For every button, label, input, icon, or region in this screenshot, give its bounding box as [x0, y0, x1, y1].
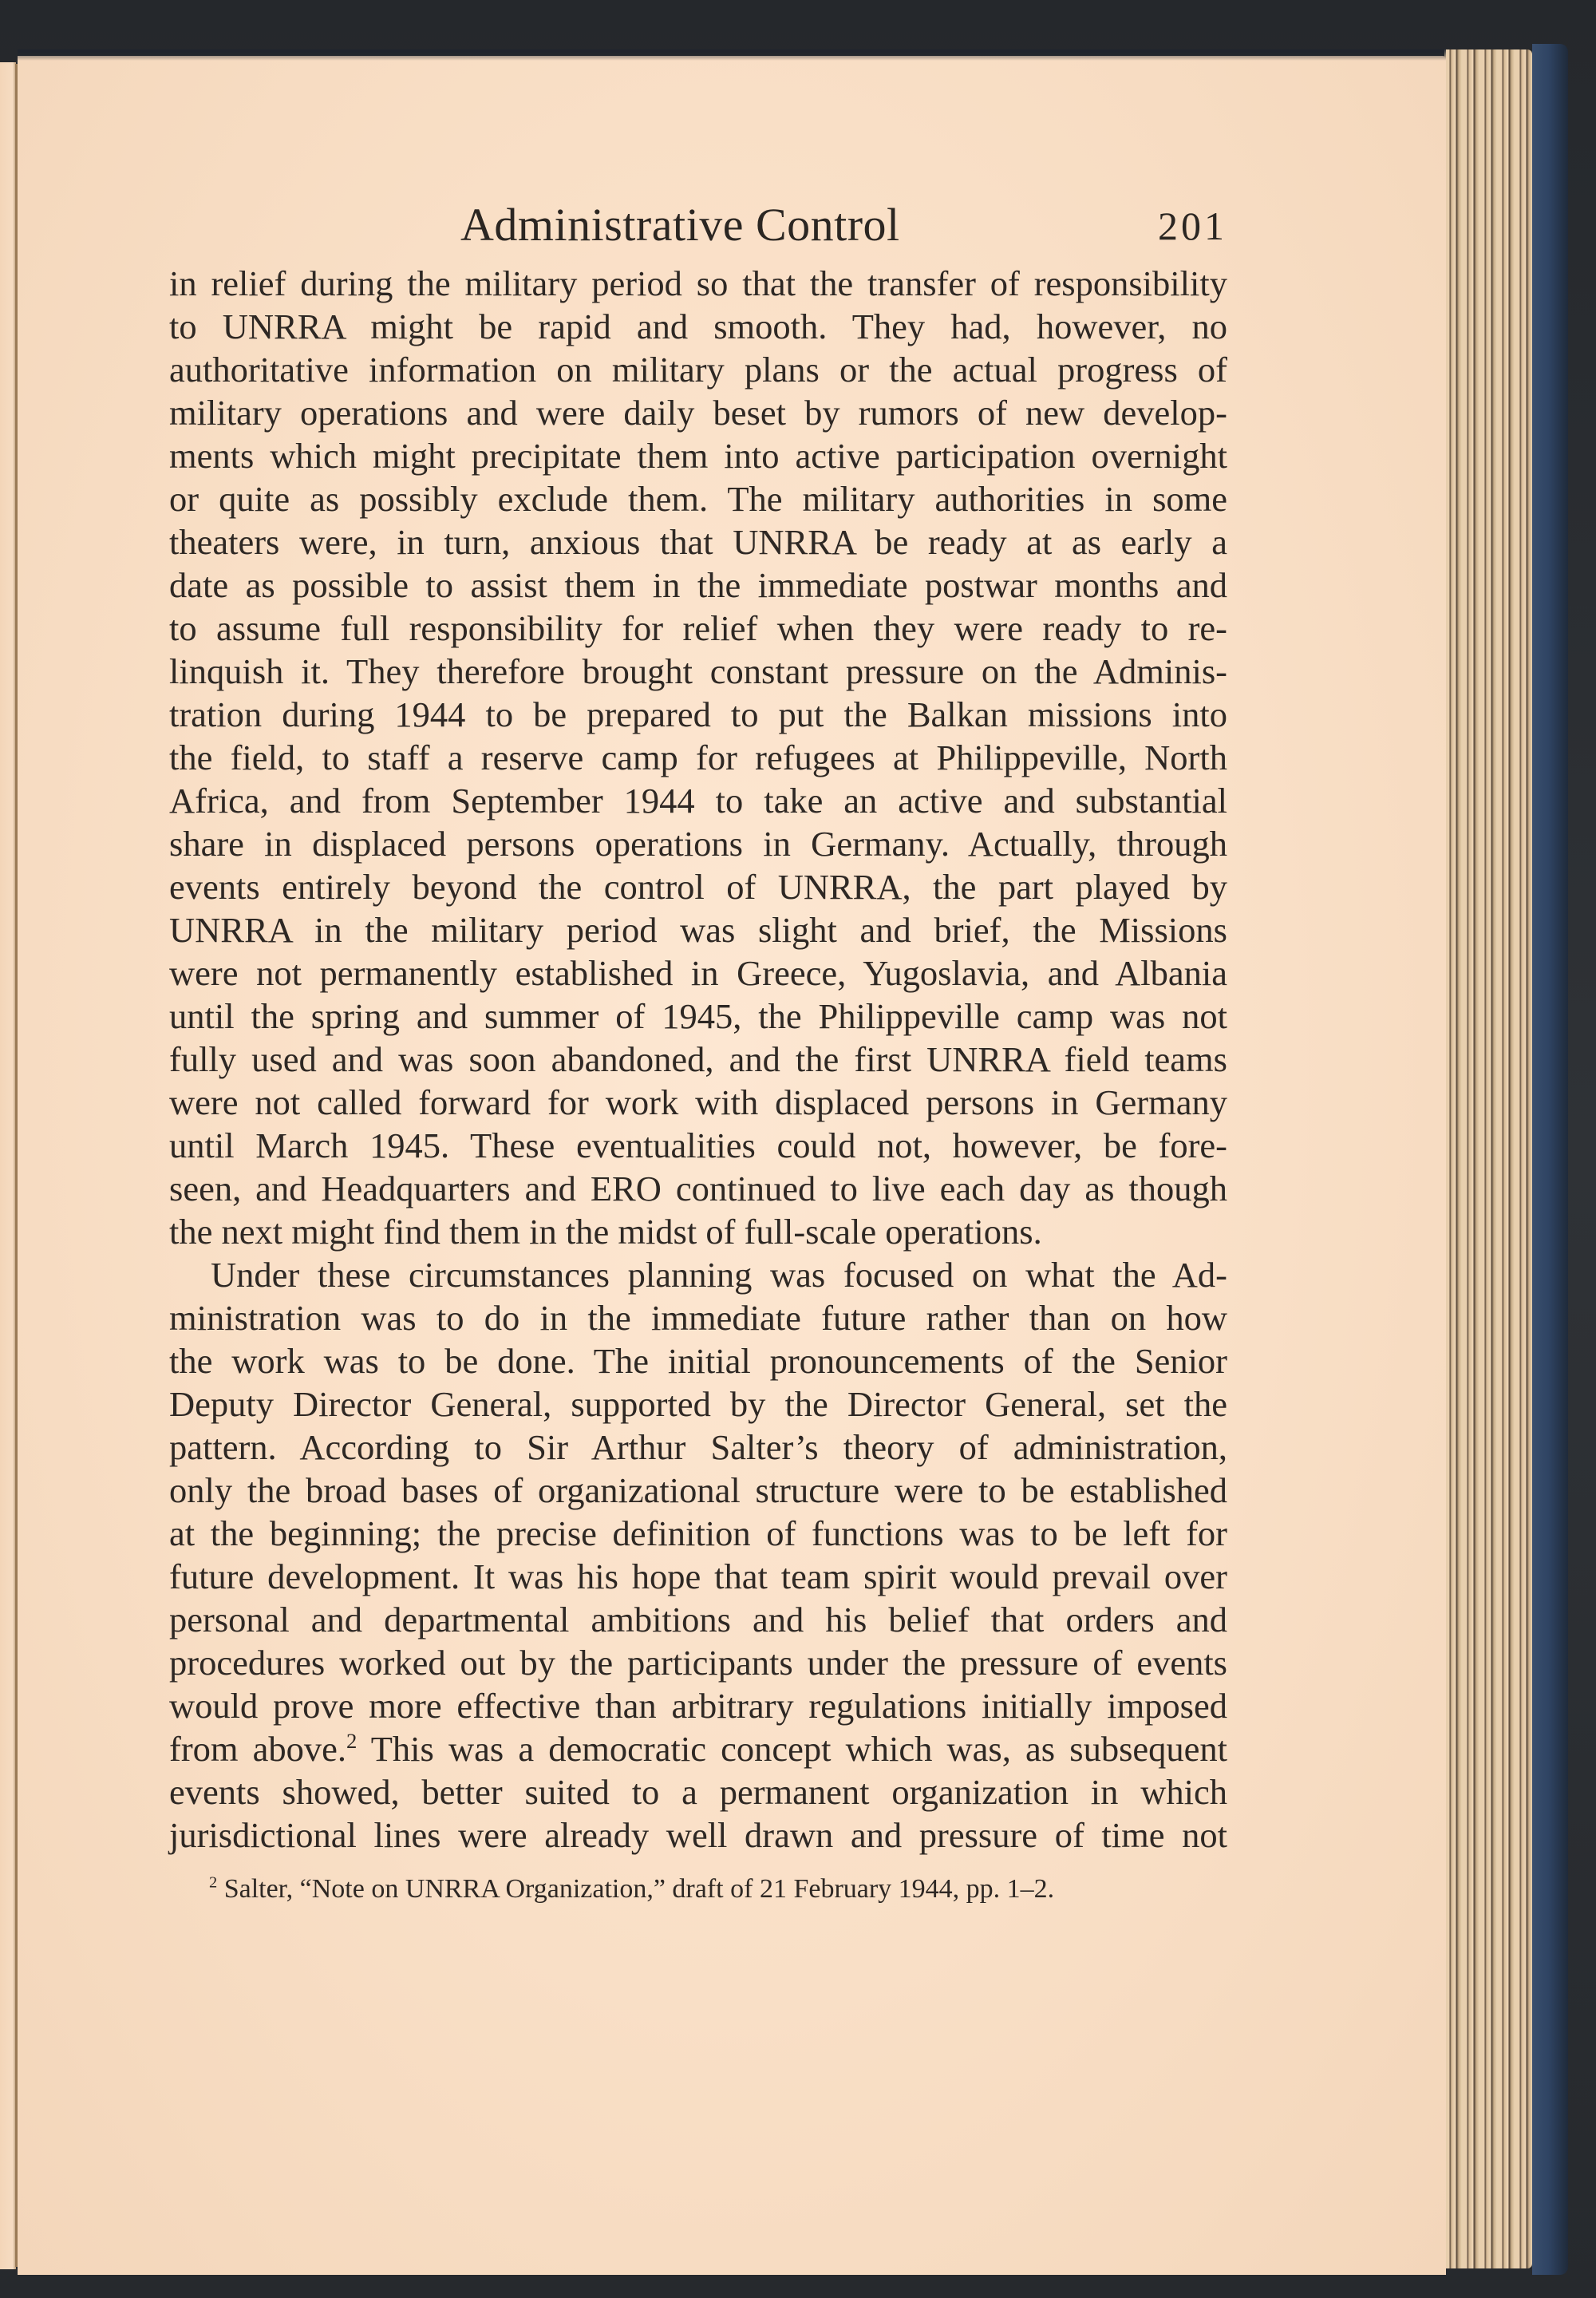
text-line: in relief during the military period so that the transfer of responsibility	[169, 263, 1227, 303]
body-text	[169, 262, 1227, 1857]
text-line: the field, to staff a reserve camp for refugees at Philippeville, North	[169, 738, 1227, 777]
paragraph-end-line: the next might find them in the midst of full-scale operations.	[169, 1212, 1042, 1252]
text-line: military operations and were daily beset by rumors of new develop-	[169, 393, 1227, 433]
text-line: the work was to be done. The initial pronouncements of the Senior	[169, 1341, 1227, 1381]
page-header	[169, 198, 1227, 254]
text-line: pattern. According to Sir Arthur Salter’s theory of administration,	[169, 1427, 1227, 1467]
text-line: ments which might precipitate them into active participation overnight	[169, 436, 1227, 476]
text-line: Africa, and from September 1944 to take an active and substantial	[169, 781, 1227, 821]
paragraph-start-line: Under these circumstances planning was focused on what the Ad-	[211, 1255, 1227, 1295]
text-line: share in displaced persons operations in Germany. Actually, through	[169, 824, 1227, 864]
text-line: tration during 1944 to be prepared to put the Balkan missions into	[169, 694, 1227, 734]
previous-page-edge	[0, 62, 16, 2269]
text-line: linquish it. They therefore brought constant pressure on the Adminis-	[169, 651, 1227, 691]
page-number: 201	[1158, 204, 1227, 248]
text-line: theaters were, in turn, anxious that UNRRA be ready at as early a	[169, 522, 1227, 562]
text-line: or quite as possibly exclude them. The military authorities in some	[169, 479, 1227, 519]
footnote-text: Salter, “Note on UNRRA Organization,” draft of 21 February 1944, pp. 1–2.	[217, 1874, 1055, 1904]
text-line: at the beginning; the precise definition of functions was to be left for	[169, 1513, 1227, 1553]
page-block-edges	[1444, 49, 1532, 2268]
text-line: procedures worked out by the participants under the pressure of events	[169, 1643, 1227, 1683]
footnote-ref-before: from above.	[169, 1729, 347, 1769]
text-line: personal and departmental ambitions and his belief that orders and	[169, 1600, 1227, 1639]
text-line: events entirely beyond the control of UNRRA, the part played by	[169, 867, 1227, 907]
text-line: until the spring and summer of 1945, the Philippeville camp was not	[169, 996, 1227, 1036]
text-line: UNRRA in the military period was slight and brief, the Missions	[169, 910, 1227, 950]
footnote-marker: 2	[209, 1873, 218, 1892]
text-line: were not called forward for work with displaced persons in Germany	[169, 1082, 1227, 1122]
footnote-reference-line	[169, 1727, 1227, 1770]
page-top-shadow	[18, 49, 1446, 61]
text-line: date as possible to assist them in the immediate postwar months and	[169, 565, 1227, 605]
text-line: would prove more effective than arbitrary regulations initially imposed	[169, 1686, 1227, 1726]
running-head: Administrative Control	[460, 199, 900, 251]
text-line: seen, and Headquarters and ERO continued to live each day as though	[169, 1169, 1227, 1208]
book-cover-edge	[1532, 44, 1568, 2275]
text-line: future development. It was his hope that team spirit would prevail over	[169, 1556, 1227, 1596]
text-line: only the broad bases of organizational structure were to be established	[169, 1470, 1227, 1510]
text-line: authoritative information on military plans or the actual progress of	[169, 350, 1227, 390]
text-line: to assume full responsibility for relief when they were ready to re-	[169, 608, 1227, 648]
text-line: ministration was to do in the immediate future rather than on how	[169, 1298, 1227, 1338]
footnote	[209, 1874, 1054, 1904]
text-line: fully used and was soon abandoned, and the first UNRRA field teams	[169, 1039, 1227, 1079]
footnote-ref-after: This was a democratic concept which was, as subsequent	[357, 1729, 1227, 1769]
text-line: to UNRRA might be rapid and smooth. They had, however, no	[169, 307, 1227, 346]
text-line: Deputy Director General, supported by the Director General, set the	[169, 1384, 1227, 1424]
text-line: jurisdictional lines were already well drawn and pressure of time not	[169, 1815, 1227, 1855]
footnote-reference-marker[interactable]: 2	[346, 1729, 358, 1754]
text-line: until March 1945. These eventualities could not, however, be fore-	[169, 1125, 1227, 1165]
text-line: events showed, better suited to a permanent organization in which	[169, 1772, 1227, 1812]
text-line: were not permanently established in Greece, Yugoslavia, and Albania	[169, 953, 1227, 993]
